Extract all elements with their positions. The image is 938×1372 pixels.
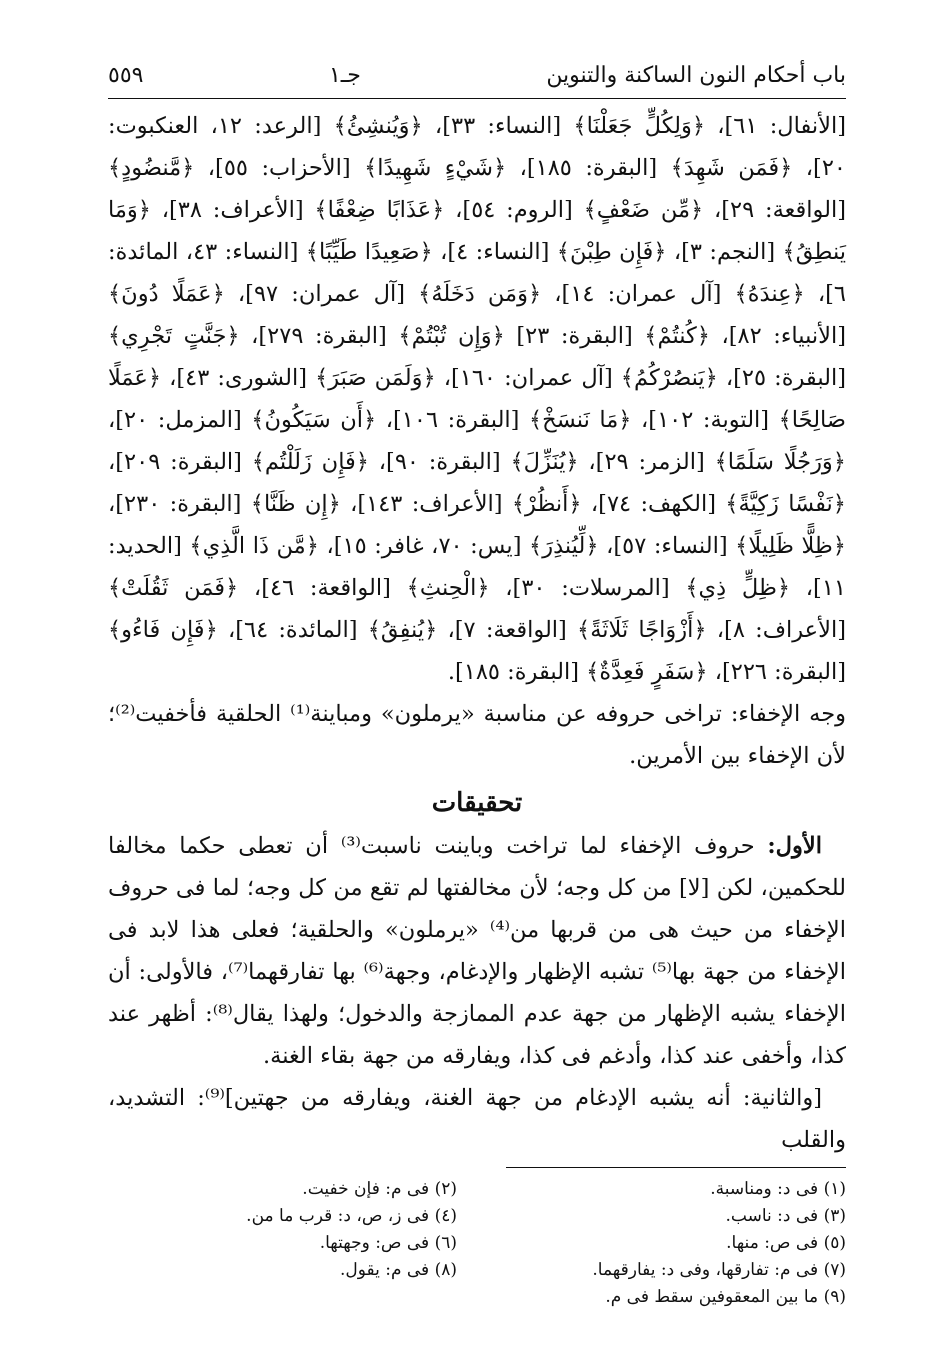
first-paragraph xyxy=(108,825,846,1077)
footnote-9: (٩) ما بين المعقوفين سقط فى م. xyxy=(605,1287,846,1307)
footnote-8: (٨) فى م: يقول. xyxy=(339,1260,457,1280)
page xyxy=(108,56,846,1311)
second-paragraph: [والثانية: أنه يشبه الإدغام من جهة الغنة، ويفارقه من جهتين]⁽⁹⁾: التشديد، والقلب xyxy=(108,1085,846,1153)
reason-paragraph: وجه الإخفاء: تراخى حروفه عن مناسبة «يرملون» ومباينة⁽¹⁾ الحلقية فأخفيت⁽²⁾؛ لأن الإخفاء بين الأمرين. xyxy=(108,701,846,769)
header-rule xyxy=(108,98,846,99)
first-paragraph-text: حروف الإخفاء لما تراخت وباينت ناسبت⁽³⁾ أن تعطى حكما مخالفا للحكمين، لكن [لا] من كل وجه؛ لأن مخالفتها لم تقع من كل وجه؛ لما فى حروف الإخفاء من حيث هى من قربها من⁽⁴⁾ «يرملون» والحلقية؛ فعلى هذا لابد فى الإخفاء من جهة بها⁽⁵⁾ تشبه الإظهار والإدغام، وجهة⁽⁶⁾ بها تفارقهما⁽⁷⁾، فالأولى: أن الإخفاء يشبه الإظهار من جهة عدم الممازجة والدخول؛ ولهذا يقال⁽⁸⁾: أظهر عند كذا، وأخفى عند كذا، وأدغم فى كذا، ويفارقه من جهة بقاء الغنة. xyxy=(108,833,847,1069)
footnote-rule xyxy=(506,1167,846,1168)
page-header xyxy=(108,56,846,96)
chapter-title: باب أحكام النون الساكنة والتنوين xyxy=(546,63,846,88)
first-label: الأول: xyxy=(767,833,822,859)
footnote-1: (١) فى د: ومناسبة. xyxy=(710,1179,846,1199)
page-number: ٥٥٩ xyxy=(108,63,144,88)
footnote-5: (٥) فى ص: منها. xyxy=(726,1233,846,1253)
footnotes xyxy=(108,1176,846,1311)
footnote-6: (٦) فى ص: وجهتها. xyxy=(319,1233,457,1253)
footnote-4: (٤) فى ز، ص، د: قرب ما من. xyxy=(246,1206,457,1226)
footnote-7: (٧) فى م: تفارقها، وفى د: يفارقهما. xyxy=(592,1260,846,1280)
footnote-3: (٣) فى د: ناسب. xyxy=(725,1206,846,1226)
verses-block: [الأنفال: ٦١]، ﴿وَلِكُلٍّ جَعَلْنَا﴾ [النساء: ٣٣]، ﴿وَيُنشِئُ﴾ [الرعد: ١٢، العنكبوت: ٢٠]، ﴿فَمَن شَهِدَ﴾ [البقرة: ١٨٥]، ﴿شَيْءٍ شَهِيدًا﴾ [الأحزاب: ٥٥]، ﴿مَّنضُودٍ﴾ [الواقعة: ٢٩]، ﴿مِّن ضَعْفٍ﴾ [الروم: ٥٤]، ﴿عَذَابًا ضِعْفًا﴾ [الأعراف: ٣٨]، ﴿وَمَا يَنطِقُ﴾ [النجم: ٣]، ﴿فَإِن طِبْنَ﴾ [النساء: ٤]، ﴿صَعِيدًا طَيِّبًا﴾ [النساء: ٤٣، المائدة: ٦]، ﴿عِندَهُ﴾ [آل عمران: ١٤]، ﴿وَمَن دَخَلَهُ﴾ [آل عمران: ٩٧]، ﴿عَمَلًا دُونَ﴾ [الأنبياء: ٨٢]، ﴿كُنتُمْ﴾ [البقرة: ٢٣] ﴿وَإِن تُبْتُمْ﴾ [البقرة: ٢٧٩]، ﴿جَنَّتٍ تَجْرِي﴾ [البقرة: ٢٥]، ﴿يَنصُرْكُمُ﴾ [آل عمران: ١٦٠]، ﴿وَلَمَن صَبَرَ﴾ [الشورى: ٤٣]، ﴿عَمَلًا صَالِحًا﴾ [التوبة: ١٠٢]، ﴿مَا نَنسَخْ﴾ [البقرة: ١٠٦]، ﴿أَن سَيَكُونُ﴾ [المزمل: ٢٠]، ﴿وَرَجُلًا سَلَمًا﴾ [الزمر: ٢٩]، ﴿يُنَزِّلَ﴾ [البقرة: ٩٠]، ﴿فَإِن زَلَلْتُم﴾ [البقرة: ٢٠٩]، ﴿نَفْسًا زَكِيَّةً﴾ [الكهف: ٧٤]، ﴿أَنظُرْ﴾ [الأعراف: ١٤٣]، ﴿إِن ظَنَّا﴾ [البقرة: ٢٣٠]، ﴿ظِلًّا ظَلِيلًا﴾ [النساء: ٥٧]، ﴿لِّيُنذِرَ﴾ [يس: ٧٠، غافر: ١٥]، ﴿مَّن ذَا الَّذِي﴾ [الحديد: ١١]، ﴿ظِلٍّ ذِي﴾ [المرسلات: ٣٠]، ﴿الْحِنثِ﴾ [الواقعة: ٤٦]، ﴿فَمَن ثَقُلَتْ﴾ [الأعراف: ٨]، ﴿أَزْوَاجًا ثَلَاثَةً﴾ [الواقعة: ٧]، ﴿يُنفِقُ﴾ [المائدة: ٦٤]، ﴿فَإِن فَاءُو﴾ [البقرة: ٢٢٦]، ﴿سَفَرٍ فَعِدَّةٌ﴾ [البقرة: ١٨٥]. xyxy=(108,113,847,685)
section-title: تحقيقات xyxy=(431,788,523,818)
footnote-2: (٢) فى م: فإن خفيت. xyxy=(302,1179,457,1199)
volume-label: جـ١ xyxy=(328,63,361,88)
